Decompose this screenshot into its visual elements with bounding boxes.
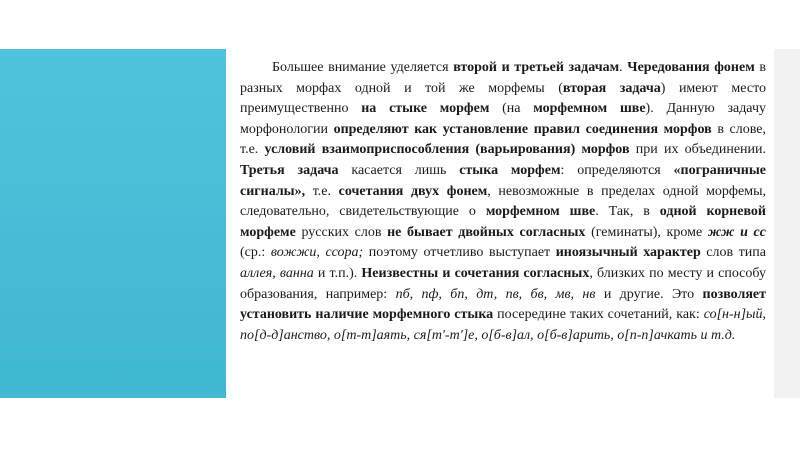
bold-run: морфемном шве: [533, 101, 646, 117]
text-run: при их объединении.: [629, 142, 767, 158]
text-run: , близких по месту и способу образования, например:: [240, 265, 766, 302]
text-run: (на: [489, 101, 534, 117]
bold-run: не бывает двойных согласных: [387, 224, 586, 240]
text-run: касается лишь: [338, 162, 460, 178]
bold-run: иноязычный характер: [555, 245, 701, 261]
text-run: (геминаты), кроме: [585, 224, 708, 240]
text-run: , невозможные в пределах одной морфемы, следовательно, свидетельствующие о: [240, 183, 766, 220]
italic-run: со[н-н]ый, по[д-д]анство, о[т-т]аять, ся[т'-т']е, о[б-в]ал, о[б-в]арить, о[п-п]ачкать и т.д.: [240, 307, 766, 343]
text-card: [226, 49, 774, 398]
text-run: .: [619, 60, 628, 75]
text-run: ). Данную задачу морфонологии: [240, 101, 767, 137]
italic-run: вожжи, ссора;: [270, 245, 364, 261]
bold-run: Чередования фонем: [627, 60, 755, 75]
text-run: слов типа: [700, 245, 766, 261]
italic-run: аллея, ванна: [240, 265, 314, 281]
bold-run: Третья задача: [240, 162, 339, 178]
text-run: Большее внимание уделяется: [272, 60, 454, 75]
text-run: в слове, т.е.: [240, 121, 766, 158]
text-run: в разных морфах одной и той же морфемы (: [240, 60, 767, 96]
bold-run: «пограничные сигналы»,: [240, 162, 766, 199]
bold-run: на стыке морфем: [361, 101, 490, 117]
bold-run: второй и третьей задачам: [453, 60, 620, 75]
text-run: поэтому отчетливо выступает: [363, 245, 556, 261]
text-run: : определяются: [560, 162, 674, 178]
accent-panel: [0, 49, 226, 398]
text-run: посередине таких сочетаний, как:: [493, 307, 704, 323]
text-run: ) имеют место преимущественно: [240, 80, 766, 117]
body-paragraph: [240, 58, 766, 346]
bold-run: Неизвестны и сочетания согласных: [361, 265, 590, 281]
text-run: и т.п.).: [313, 265, 362, 281]
bold-run: условий взаимоприспособления (варьирования) морфов: [264, 142, 630, 158]
bold-run: стыка морфем: [459, 162, 561, 178]
text-run: русских слов: [295, 224, 388, 240]
bold-run: определяют как установление правил соединения морфов: [333, 121, 712, 137]
bold-italic-run: жж и сс: [707, 224, 766, 240]
bold-run: сочетания двух фонем: [338, 183, 488, 199]
bold-run: одной корневой морфеме: [240, 204, 766, 240]
bold-run: позволяет установить наличие морфемного стыка: [240, 286, 766, 323]
bold-run: морфемном шве: [485, 204, 596, 220]
text-run: и другие. Это: [595, 286, 703, 302]
text-run: . Так, в: [595, 204, 660, 220]
text-run: т.е.: [305, 183, 339, 199]
italic-run: пб, пф, бп, дт, пв, бв, мв, нв: [395, 286, 596, 302]
bold-run: вторая задача: [562, 80, 661, 96]
text-run: (ср.:: [240, 245, 271, 261]
